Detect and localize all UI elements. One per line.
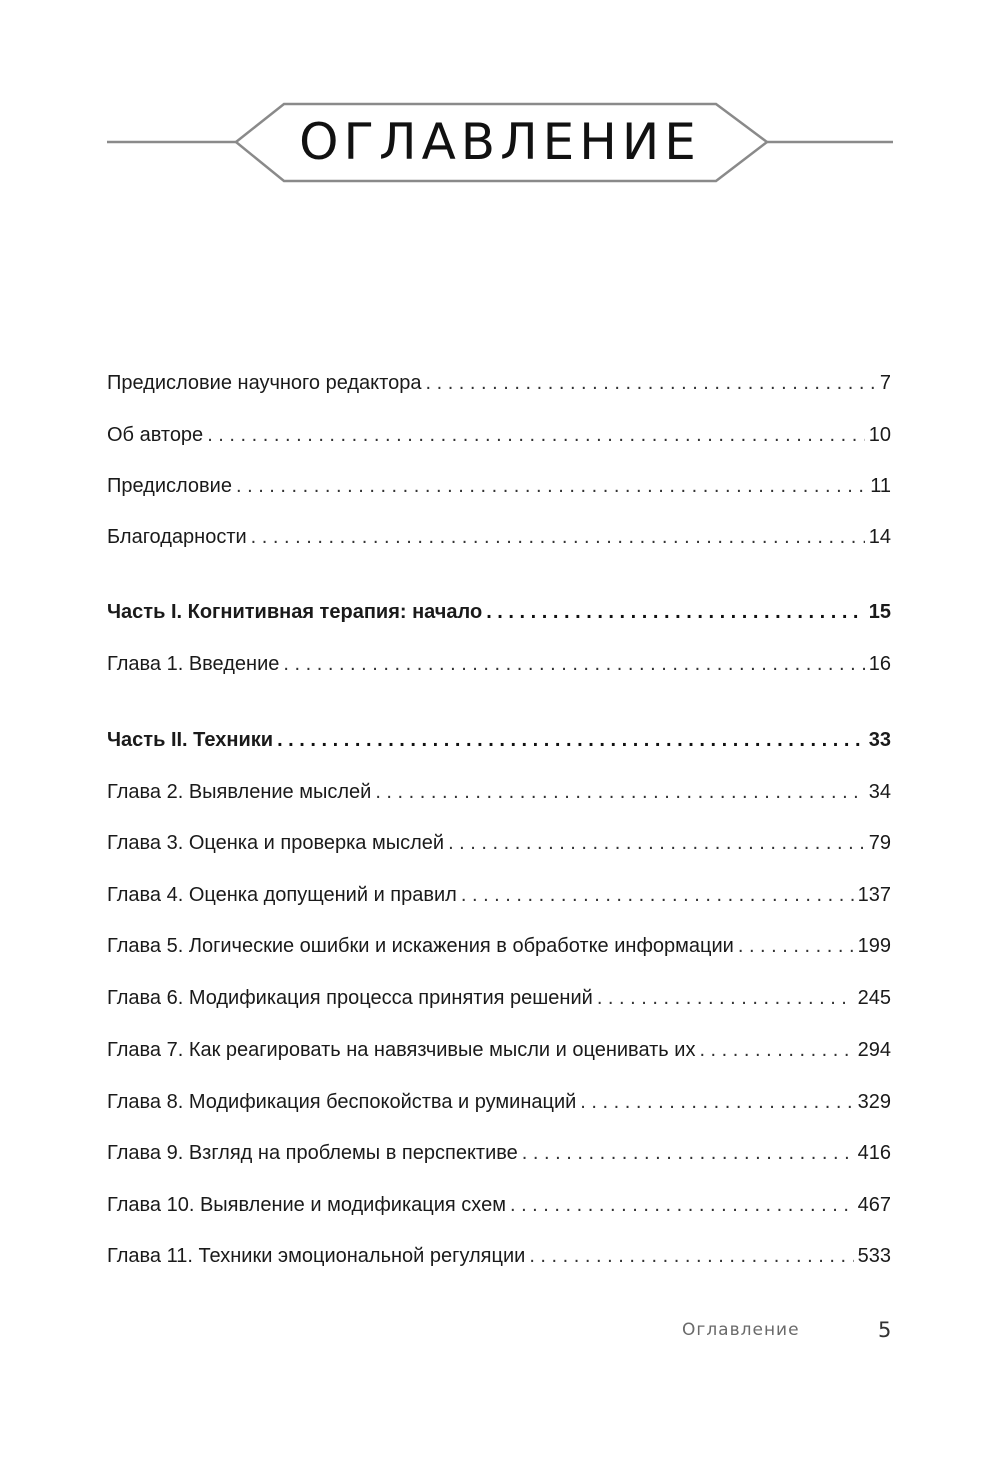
toc-entry [107, 983, 891, 1013]
toc-entry-title: Глава 4. Оценка допущений и правил [107, 884, 457, 906]
dot-leader [277, 725, 865, 755]
toc-entry [107, 522, 891, 552]
toc-entry-page: 294 [857, 1039, 891, 1061]
dot-leader [425, 368, 875, 398]
toc-part-entry [107, 725, 891, 755]
toc-entry [107, 1035, 891, 1065]
running-footer-label: Оглавление [682, 1320, 800, 1340]
toc-entry [107, 828, 891, 858]
toc-entry [107, 471, 891, 501]
toc-entry [107, 777, 891, 807]
dot-leader [699, 1035, 853, 1065]
toc-entry [107, 420, 891, 450]
page-title: ОГЛАВЛЕНИЕ [299, 113, 701, 171]
toc-entry-title: Благодарности [107, 526, 247, 548]
dot-leader [580, 1087, 853, 1117]
toc-entry-page: 416 [857, 1142, 891, 1164]
toc-entry [107, 1138, 891, 1168]
toc-entry-title: Глава 3. Оценка и проверка мыслей [107, 832, 445, 854]
toc-entry-title: Глава 11. Техники эмоциональной регуляции [107, 1245, 526, 1267]
toc-entry-title: Предисловие научного редактора [107, 372, 422, 394]
toc-entry-title: Часть I. Когнитивная терапия: начало [107, 601, 483, 623]
toc-entry-page: 245 [857, 987, 891, 1009]
dot-leader [283, 649, 864, 679]
toc-entry-title: Глава 9. Взгляд на проблемы в перспективе [107, 1142, 518, 1164]
toc-entry [107, 931, 891, 961]
toc-entry-page: 467 [857, 1194, 891, 1216]
dot-leader [251, 522, 865, 552]
dot-leader [597, 983, 854, 1013]
toc-entry-title: Об авторе [107, 424, 204, 446]
toc-entry-page: 16 [868, 653, 891, 675]
toc-entry-page: 15 [868, 601, 891, 623]
dot-leader [529, 1241, 853, 1271]
toc-entry-page: 7 [879, 372, 891, 394]
dot-leader [738, 931, 854, 961]
dot-leader [236, 471, 866, 501]
dot-leader [207, 420, 865, 450]
toc-entry-title: Глава 6. Модификация процесса принятия решений [107, 987, 593, 1009]
toc-entry-page: 34 [868, 781, 891, 803]
toc-entry-title: Глава 2. Выявление мыслей [107, 781, 372, 803]
toc-entry-page: 11 [870, 475, 891, 497]
dot-leader [461, 880, 854, 910]
toc-entry-page: 329 [857, 1091, 891, 1113]
toc-entry-page: 533 [857, 1245, 891, 1267]
toc-entry-page: 33 [868, 729, 891, 751]
toc-entry-page: 79 [868, 832, 891, 854]
toc-entry [107, 880, 891, 910]
dot-leader [448, 828, 865, 858]
toc-part-entry [107, 597, 891, 627]
dot-leader [375, 777, 864, 807]
dot-leader [522, 1138, 854, 1168]
toc-entry-page: 14 [868, 526, 891, 548]
page-header [0, 0, 1000, 200]
toc-entry-page: 10 [868, 424, 891, 446]
dot-leader [486, 597, 865, 627]
toc-entry-title: Глава 7. Как реагировать на навязчивые мысли и оценивать их [107, 1039, 696, 1061]
toc-entry-title: Глава 10. Выявление и модификация схем [107, 1194, 506, 1216]
toc-entry [107, 649, 891, 679]
toc-entry-page: 199 [857, 935, 891, 957]
toc-entry-title: Предисловие [107, 475, 232, 497]
toc-entry-page: 137 [857, 884, 891, 906]
toc-entry-title: Глава 5. Логические ошибки и искажения в обработке информации [107, 935, 734, 957]
page-number: 5 [878, 1318, 892, 1342]
dot-leader [510, 1190, 854, 1220]
toc-entry [107, 1190, 891, 1220]
toc-entry [107, 1241, 891, 1271]
toc-entry-title: Глава 1. Введение [107, 653, 280, 675]
toc-entry [107, 368, 891, 398]
toc-entry-title: Глава 8. Модификация беспокойства и руминаций [107, 1091, 577, 1113]
toc-entry [107, 1087, 891, 1117]
toc-entry-title: Часть II. Техники [107, 729, 274, 751]
